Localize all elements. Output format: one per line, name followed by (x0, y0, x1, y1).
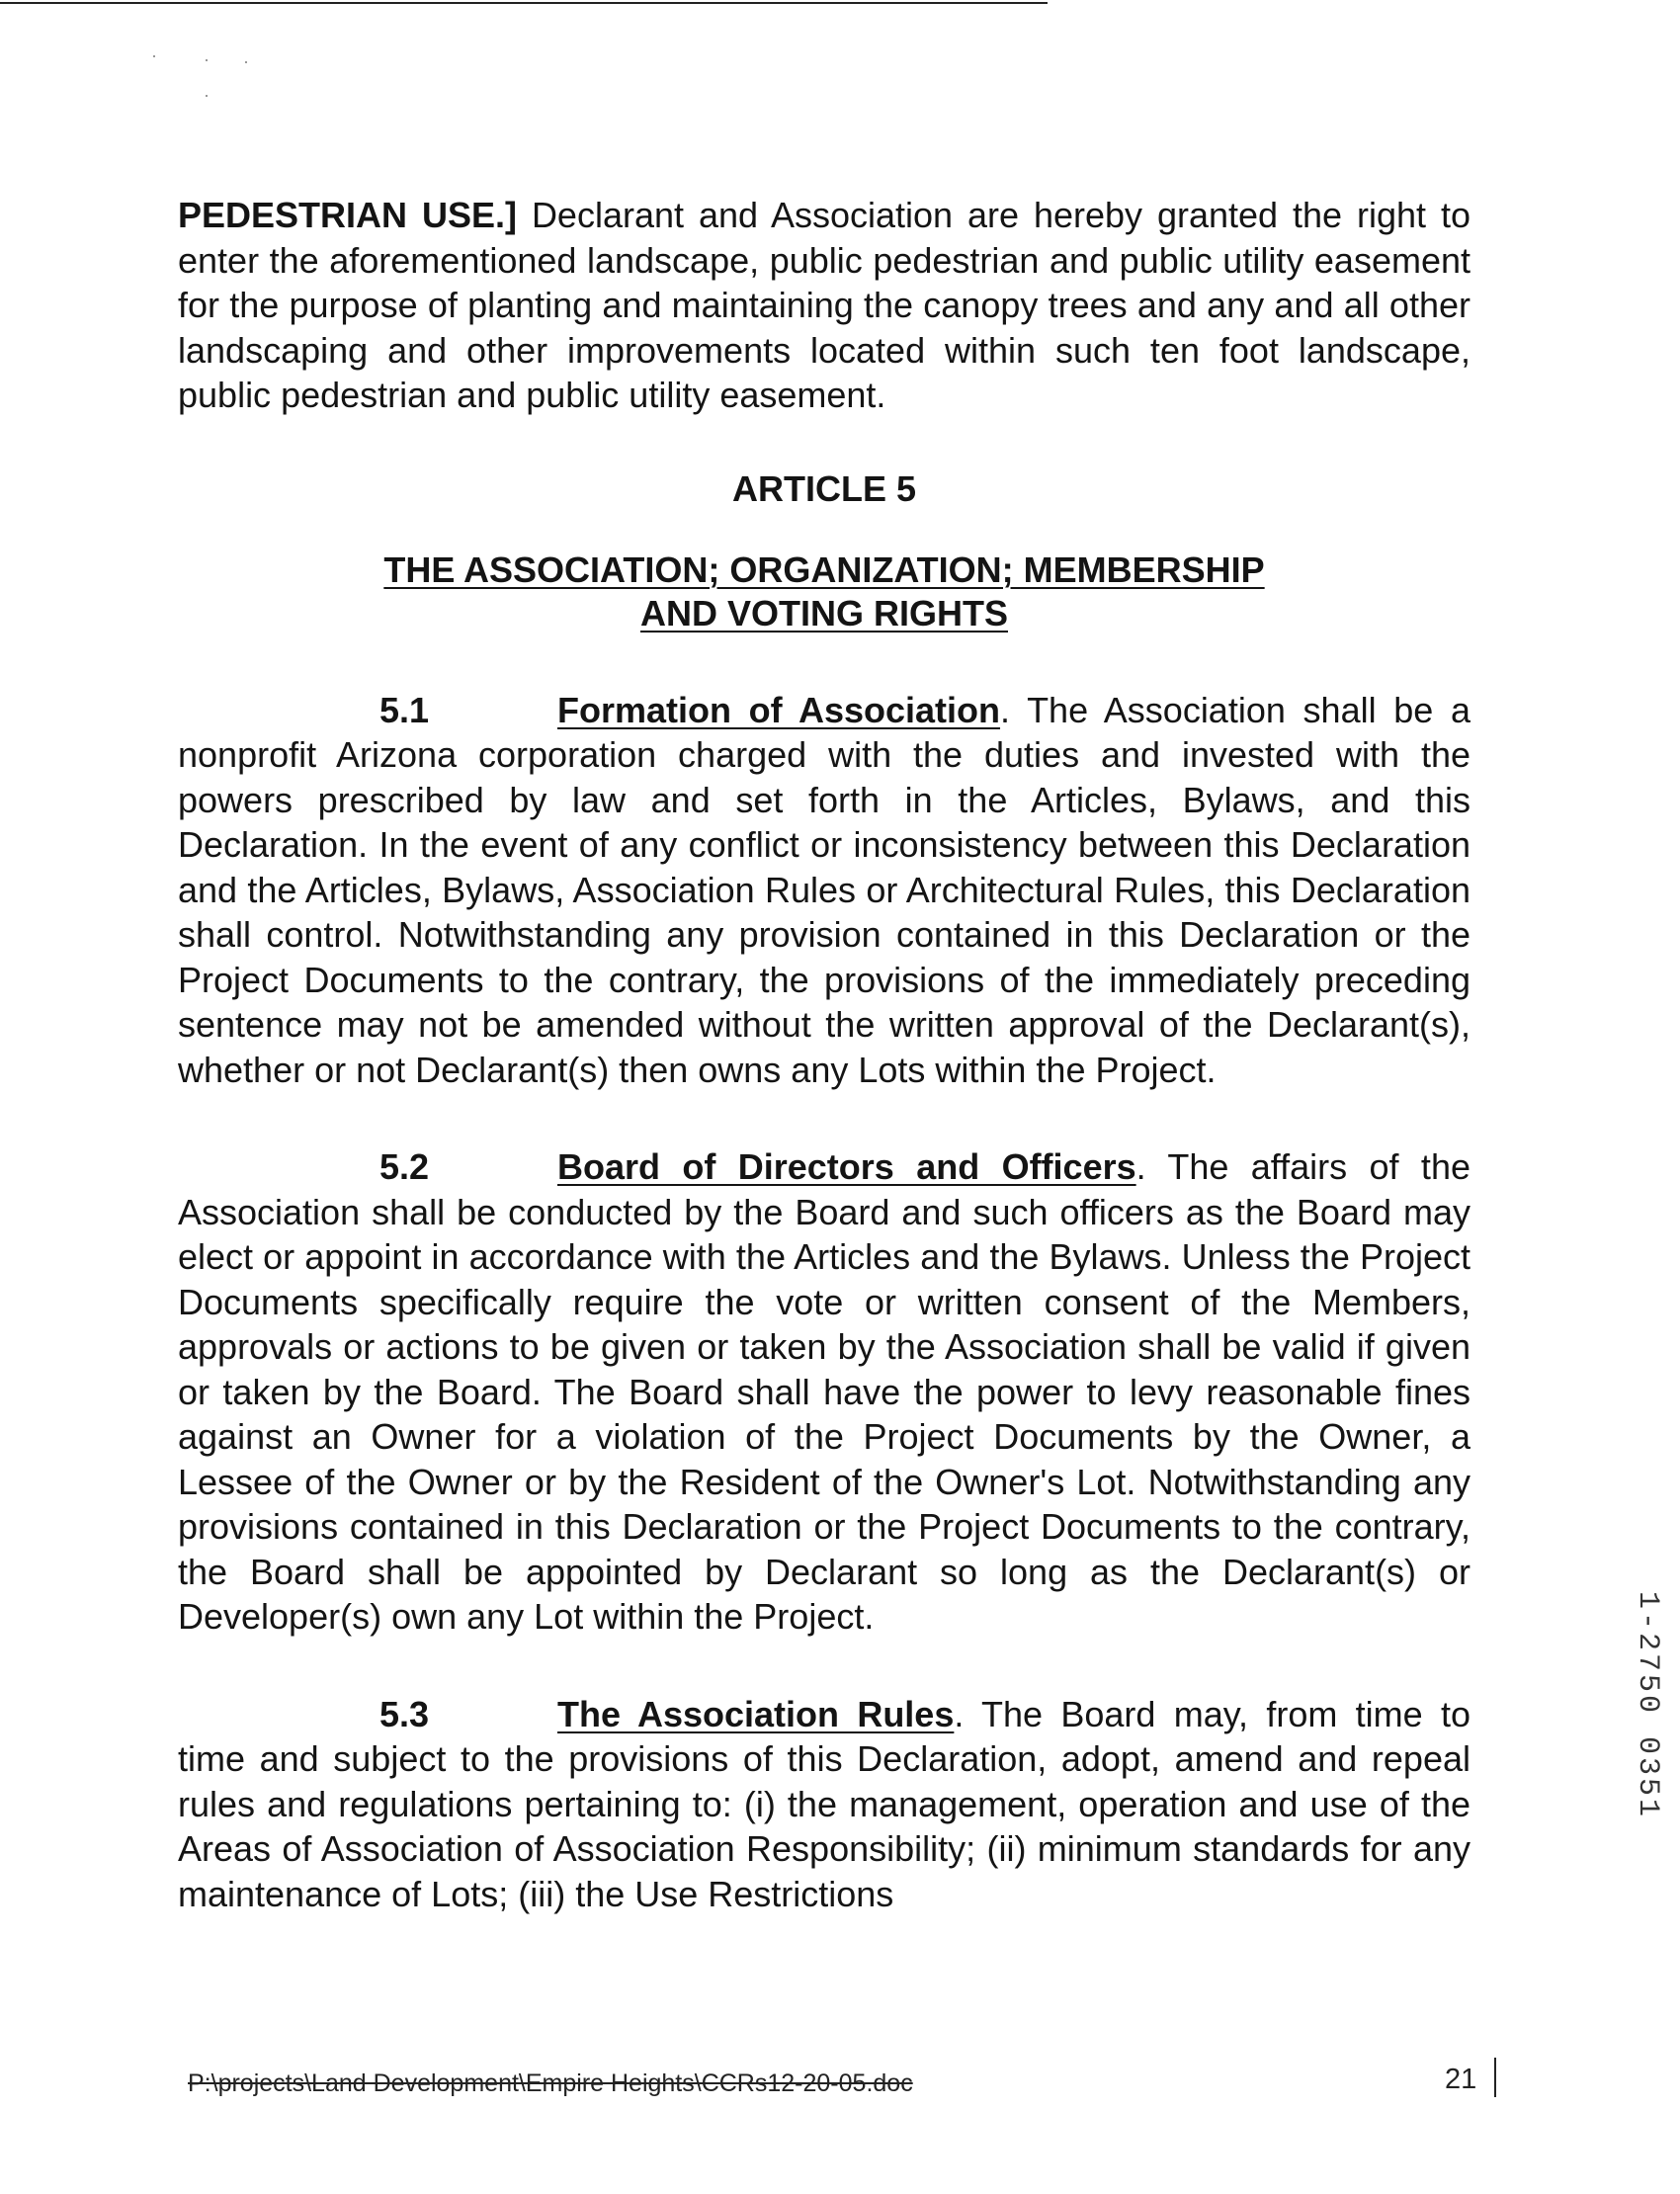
section-text: The affairs of the Association shall be conducted by the Board and such officers as the Board may elect or appoint in accordance with the Articles and the Bylaws. Unless the Project Documents specifically require the vote or written consent of the Members, approvals or actions to be given or taken by the Association shall be valid if given or taken by the Board. The Board shall have the power to levy reasonable fines against an Owner for a violation of the Project Documents by the Owner, a Lessee of the Owner or by the Resident of the Owner's Lot. Notwithstanding any provisions contained in this Declaration or the Project Documents to the contrary, the Board shall be appointed by Declarant so long as the Declarant(s) or Developer(s) own any Lot within the Project. (178, 1146, 1470, 1637)
intro-text: Declarant and Association are hereby granted the right to enter the aforementioned landscape, public pedestrian and public utility easement for the purpose of planting and maintaining the canopy trees and any and all other landscaping and other improvements located within such ten foot landscape, public pedestrian and public utility easement. (178, 195, 1470, 415)
section-text: The Board may, from time to time and subject to the provisions of this Declaration, adopt, amend and repeal rules and regulations pertaining to: (i) the management, operation and use of the Areas of Association of Association Responsibility; (ii) minimum standards for any maintenance of Lots; (iii) the Use Restrictions (178, 1693, 1470, 1914)
scan-speck (206, 59, 208, 61)
section-number: 5.2 (379, 1146, 430, 1187)
scan-speck (206, 95, 208, 97)
intro-paragraph (178, 193, 1470, 418)
document-page (178, 193, 1470, 1916)
section-5-1: 5.1 Formation of Association. The Association shall be a nonprofit Arizona corporation charged with the duties and invested with the powers prescribed by law and set forth in the Articles, Bylaws, and this Declaration. In the event of any conflict or inconsistency between this Declaration and the Articles, Bylaws, Association Rules or Architectural Rules, this Declaration shall control. Notwithstanding any provision contained in this Declaration or the Project Documents to the contrary, the provisions of the immediately preceding sentence may not be amended without the written approval of the Declarant(s), whether or not Declarant(s) then owns any Lots within the Project. (178, 689, 1470, 1090)
section-title: Formation of Association (557, 689, 1001, 730)
article-title-line-2: AND VOTING RIGHTS (639, 592, 1008, 633)
section-number: 5.3 (379, 1693, 430, 1734)
footer-file-path: P:\projects\Land Development\Empire Heights\CCRs12-20-05.doc (188, 2069, 913, 2097)
section-title: The Association Rules (557, 1693, 955, 1734)
scan-speck (245, 61, 247, 63)
page-number: 21 (1445, 2064, 1477, 2095)
intro-lead: PEDESTRIAN USE.] (178, 195, 517, 235)
article-title (178, 548, 1470, 635)
article-title-line-1: THE ASSOCIATION; ORGANIZATION; MEMBERSHIP (383, 548, 1265, 590)
section-text: The Association shall be a nonprofit Arizona corporation charged with the duties and invested with the powers prescribed by law and set forth in the Articles, Bylaws, and this Declaration. In the event of any conflict or inconsistency between this Declaration and the Articles, Bylaws, Association Rules or Architectural Rules, this Declaration shall control. Notwithstanding any provision contained in this Declaration or the Project Documents to the contrary, the provisions of the immediately preceding sentence may not be amended without the written approval of the Declarant(s), whether or not Declarant(s) then owns any Lots within the Project. (178, 689, 1470, 1090)
scan-speck (153, 55, 155, 57)
section-title: Board of Directors and Officers (557, 1146, 1136, 1187)
section-number: 5.1 (379, 689, 430, 730)
article-label: ARTICLE 5 (731, 467, 916, 509)
section-5-2: 5.2 Board of Directors and Officers. The affairs of the Association shall be conducted by the Board and such officers as the Board may elect or appoint in accordance with the Articles and the Bylaws. Unless the Project Documents specifically require the vote or written consent of the Members, approvals or actions to be given or taken by the Association shall be valid if given or taken by the Board. The Board shall have the power to levy reasonable fines against an Owner for a violation of the Project Documents by the Owner, a Lessee of the Owner or by the Resident of the Owner's Lot. Notwithstanding any provisions contained in this Declaration or the Project Documents to the contrary, the Board shall be appointed by Declarant so long as the Declarant(s) or Developer(s) own any Lot within the Project. (178, 1146, 1470, 1637)
section-5-3: 5.3 The Association Rules. The Board may, from time to time and subject to the provisions of this Declaration, adopt, amend and repeal rules and regulations pertaining to: (i) the management, operation and use of the Areas of Association of Association Responsibility; (ii) minimum standards for any maintenance of Lots; (iii) the Use Restrictions (178, 1693, 1470, 1914)
page-number-bar (1494, 2058, 1496, 2097)
recording-number: 1-2750 0351 (1631, 1591, 1664, 1820)
scan-edge-line (0, 2, 1048, 4)
